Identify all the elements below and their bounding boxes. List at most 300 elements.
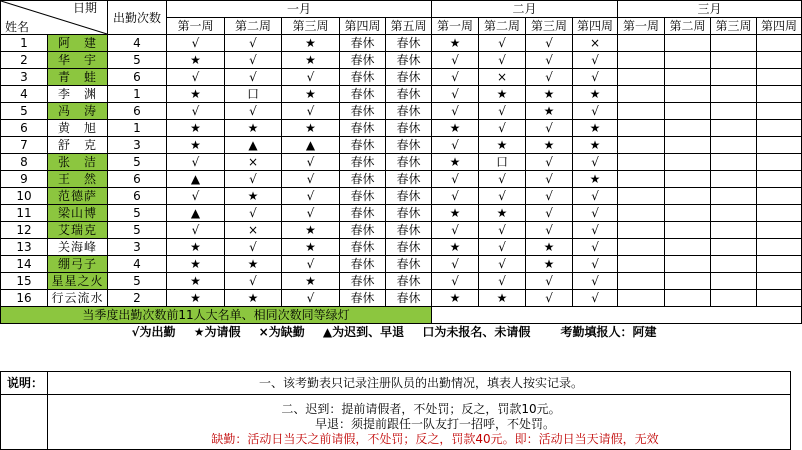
attendance-count: 5 bbox=[108, 273, 167, 290]
empty-cell bbox=[711, 154, 757, 171]
empty-cell bbox=[757, 290, 802, 307]
mark-star: ★ bbox=[432, 120, 479, 137]
attendance-count: 5 bbox=[108, 205, 167, 222]
mark-check: √ bbox=[282, 171, 340, 188]
mark-check: √ bbox=[573, 69, 618, 86]
row-number: 8 bbox=[1, 154, 48, 171]
spring-break: 春休 bbox=[340, 290, 386, 307]
spring-break: 春休 bbox=[386, 69, 432, 86]
mark-check: √ bbox=[432, 69, 479, 86]
month-jan-header: 一月 bbox=[167, 1, 432, 18]
attendance-count: 1 bbox=[108, 120, 167, 137]
empty-cell bbox=[711, 35, 757, 52]
attendance-count: 6 bbox=[108, 69, 167, 86]
member-name: 范德萨 bbox=[48, 188, 108, 205]
mark-star: ★ bbox=[479, 290, 526, 307]
legend-x: ×为缺勤 bbox=[258, 325, 305, 339]
table-row bbox=[1, 103, 802, 120]
mark-star: ★ bbox=[432, 205, 479, 222]
spring-break: 春休 bbox=[386, 103, 432, 120]
mark-check: √ bbox=[573, 154, 618, 171]
empty-cell bbox=[618, 52, 665, 69]
spring-break: 春休 bbox=[386, 222, 432, 239]
mark-check: √ bbox=[167, 154, 225, 171]
empty-cell bbox=[665, 137, 711, 154]
week-header: 第一周 bbox=[167, 18, 225, 35]
week-header: 第四周 bbox=[757, 18, 802, 35]
empty-cell bbox=[757, 239, 802, 256]
name-label: 姓名 bbox=[5, 20, 30, 34]
spring-break: 春休 bbox=[386, 205, 432, 222]
empty-cell bbox=[665, 120, 711, 137]
table-row bbox=[1, 171, 802, 188]
empty-cell bbox=[665, 86, 711, 103]
legend-row bbox=[1, 324, 802, 341]
mark-check: √ bbox=[526, 205, 573, 222]
empty-cell bbox=[665, 256, 711, 273]
attendance-count: 3 bbox=[108, 239, 167, 256]
legend-triangle: ▲为迟到、早退 bbox=[322, 325, 405, 339]
empty-cell bbox=[618, 222, 665, 239]
mark-check: √ bbox=[225, 103, 282, 120]
spring-break: 春休 bbox=[386, 256, 432, 273]
note-blank bbox=[432, 307, 802, 324]
attendance-count: 2 bbox=[108, 290, 167, 307]
empty-cell bbox=[665, 69, 711, 86]
empty-cell bbox=[618, 171, 665, 188]
empty-cell bbox=[618, 120, 665, 137]
empty-cell bbox=[757, 86, 802, 103]
row-number: 3 bbox=[1, 69, 48, 86]
mark-check: √ bbox=[225, 69, 282, 86]
legend-reporter: 考勤填报人：阿建 bbox=[560, 325, 657, 339]
mark-star: ★ bbox=[479, 86, 526, 103]
mark-check: √ bbox=[225, 273, 282, 290]
empty-cell bbox=[711, 120, 757, 137]
explain-line2: 二、迟到：提前请假者，不处罚；反之，罚款10元。 bbox=[281, 401, 561, 416]
attendance-count: 3 bbox=[108, 137, 167, 154]
spring-break: 春休 bbox=[386, 86, 432, 103]
table-row bbox=[1, 120, 802, 137]
mark-check: √ bbox=[432, 103, 479, 120]
member-name: 冯 涛 bbox=[48, 103, 108, 120]
mark-check: √ bbox=[526, 273, 573, 290]
mark-check: √ bbox=[432, 256, 479, 273]
attendance-count: 1 bbox=[108, 86, 167, 103]
spring-break: 春休 bbox=[386, 273, 432, 290]
mark-check: √ bbox=[526, 290, 573, 307]
row-number: 7 bbox=[1, 137, 48, 154]
legend-star: ★为请假 bbox=[193, 325, 241, 339]
attendance-rows bbox=[1, 35, 802, 307]
mark-check: √ bbox=[479, 273, 526, 290]
spring-break: 春休 bbox=[386, 290, 432, 307]
mark-check: √ bbox=[479, 188, 526, 205]
empty-cell bbox=[665, 290, 711, 307]
empty-cell bbox=[618, 154, 665, 171]
legend-square: 口为未报名、未请假 bbox=[422, 325, 531, 339]
mark-check: √ bbox=[282, 103, 340, 120]
mark-star: ★ bbox=[432, 154, 479, 171]
mark-check: √ bbox=[432, 273, 479, 290]
attendance-count: 5 bbox=[108, 52, 167, 69]
mark-star: ★ bbox=[167, 273, 225, 290]
explain-line4: 缺勤：活动日当天之前请假，不处罚；反之，罚款40元。即：活动日当天请假，无效 bbox=[211, 431, 659, 446]
table-row bbox=[1, 273, 802, 290]
mark-check: √ bbox=[479, 103, 526, 120]
mark-check: √ bbox=[573, 273, 618, 290]
spring-break: 春休 bbox=[340, 154, 386, 171]
spring-break: 春休 bbox=[340, 103, 386, 120]
table-row bbox=[1, 35, 802, 52]
empty-cell bbox=[665, 103, 711, 120]
header-row-months bbox=[1, 1, 802, 18]
mark-check: √ bbox=[479, 222, 526, 239]
legend bbox=[1, 324, 802, 341]
spring-break: 春休 bbox=[386, 188, 432, 205]
spring-break: 春休 bbox=[386, 52, 432, 69]
mark-check: √ bbox=[225, 171, 282, 188]
spring-break: 春休 bbox=[340, 52, 386, 69]
mark-star: ★ bbox=[167, 137, 225, 154]
mark-check: √ bbox=[167, 35, 225, 52]
mark-check: √ bbox=[432, 188, 479, 205]
mark-check: √ bbox=[479, 239, 526, 256]
mark-check: √ bbox=[282, 69, 340, 86]
table-row bbox=[1, 52, 802, 69]
row-number: 14 bbox=[1, 256, 48, 273]
mark-check: √ bbox=[282, 256, 340, 273]
attendance-count: 6 bbox=[108, 188, 167, 205]
mark-check: √ bbox=[167, 188, 225, 205]
spring-break: 春休 bbox=[386, 171, 432, 188]
spring-break: 春休 bbox=[340, 188, 386, 205]
top11-note: 当季度出勤次数前11人大名单、相同次数同等绿灯 bbox=[1, 307, 432, 324]
member-name: 绷弓子 bbox=[48, 256, 108, 273]
spring-break: 春休 bbox=[340, 137, 386, 154]
mark-star: ★ bbox=[526, 137, 573, 154]
mark-check: √ bbox=[479, 171, 526, 188]
table-row bbox=[1, 222, 802, 239]
mark-check: √ bbox=[167, 222, 225, 239]
mark-check: √ bbox=[526, 171, 573, 188]
empty-cell bbox=[618, 188, 665, 205]
empty-cell bbox=[618, 35, 665, 52]
mark-star: ★ bbox=[479, 205, 526, 222]
attendance-count: 6 bbox=[108, 171, 167, 188]
empty-cell bbox=[757, 137, 802, 154]
mark-triangle: ▲ bbox=[167, 205, 225, 222]
member-name: 李 渊 bbox=[48, 86, 108, 103]
member-name: 张 洁 bbox=[48, 154, 108, 171]
empty-cell bbox=[757, 35, 802, 52]
mark-star: ★ bbox=[225, 290, 282, 307]
mark-check: √ bbox=[526, 52, 573, 69]
row-number: 9 bbox=[1, 171, 48, 188]
mark-check: √ bbox=[526, 188, 573, 205]
table-row bbox=[1, 290, 802, 307]
row-number: 12 bbox=[1, 222, 48, 239]
row-number: 10 bbox=[1, 188, 48, 205]
row-number: 4 bbox=[1, 86, 48, 103]
attendance-count: 5 bbox=[108, 154, 167, 171]
mark-star: ★ bbox=[526, 86, 573, 103]
empty-cell bbox=[757, 171, 802, 188]
explanation-table bbox=[0, 371, 791, 450]
explain-label: 说明： bbox=[1, 372, 48, 395]
table-row bbox=[1, 239, 802, 256]
mark-check: √ bbox=[479, 35, 526, 52]
mark-triangle: ▲ bbox=[282, 137, 340, 154]
attendance-count: 4 bbox=[108, 256, 167, 273]
spring-break: 春休 bbox=[340, 171, 386, 188]
spring-break: 春休 bbox=[340, 256, 386, 273]
empty-cell bbox=[618, 290, 665, 307]
empty-cell bbox=[711, 256, 757, 273]
empty-cell bbox=[711, 273, 757, 290]
spring-break: 春休 bbox=[340, 86, 386, 103]
spring-break: 春休 bbox=[386, 239, 432, 256]
mark-check: √ bbox=[282, 154, 340, 171]
empty-cell bbox=[711, 103, 757, 120]
mark-check: √ bbox=[573, 205, 618, 222]
mark-star: ★ bbox=[282, 222, 340, 239]
mark-star: ★ bbox=[167, 239, 225, 256]
mark-check: √ bbox=[526, 35, 573, 52]
empty-cell bbox=[665, 205, 711, 222]
week-header: 第一周 bbox=[432, 18, 479, 35]
row-number: 11 bbox=[1, 205, 48, 222]
row-number: 15 bbox=[1, 273, 48, 290]
empty-cell bbox=[757, 205, 802, 222]
row-number: 6 bbox=[1, 120, 48, 137]
mark-star: ★ bbox=[526, 256, 573, 273]
empty-cell bbox=[711, 52, 757, 69]
legend-check: √为出勤 bbox=[131, 325, 176, 339]
week-header: 第五周 bbox=[386, 18, 432, 35]
empty-cell bbox=[757, 188, 802, 205]
empty-cell bbox=[711, 239, 757, 256]
empty-cell bbox=[618, 273, 665, 290]
empty-cell bbox=[665, 239, 711, 256]
mark-check: √ bbox=[225, 52, 282, 69]
mark-check: √ bbox=[573, 256, 618, 273]
empty-cell bbox=[665, 222, 711, 239]
mark-check: √ bbox=[432, 86, 479, 103]
member-name: 王 然 bbox=[48, 171, 108, 188]
empty-cell bbox=[711, 222, 757, 239]
spring-break: 春休 bbox=[386, 137, 432, 154]
spring-break: 春休 bbox=[340, 239, 386, 256]
mark-check: √ bbox=[479, 52, 526, 69]
table-row bbox=[1, 69, 802, 86]
mark-square: 口 bbox=[479, 154, 526, 171]
mark-star: ★ bbox=[432, 239, 479, 256]
header-diagonal-cell bbox=[1, 1, 108, 35]
week-header: 第二周 bbox=[225, 18, 282, 35]
mark-check: √ bbox=[432, 52, 479, 69]
mark-star: ★ bbox=[225, 120, 282, 137]
mark-star: ★ bbox=[479, 137, 526, 154]
mark-check: √ bbox=[526, 69, 573, 86]
spring-break: 春休 bbox=[386, 120, 432, 137]
mark-star: ★ bbox=[526, 103, 573, 120]
mark-triangle: ▲ bbox=[225, 137, 282, 154]
mark-star: ★ bbox=[225, 256, 282, 273]
mark-star: ★ bbox=[573, 171, 618, 188]
empty-cell bbox=[665, 35, 711, 52]
mark-check: √ bbox=[526, 120, 573, 137]
count-header: 出勤次数 bbox=[108, 1, 167, 35]
empty-cell bbox=[757, 103, 802, 120]
mark-star: ★ bbox=[432, 290, 479, 307]
empty-cell bbox=[665, 52, 711, 69]
member-name: 艾瑞克 bbox=[48, 222, 108, 239]
mark-check: √ bbox=[526, 222, 573, 239]
empty-cell bbox=[711, 290, 757, 307]
empty-cell bbox=[665, 273, 711, 290]
mark-square: 口 bbox=[225, 86, 282, 103]
explain-line1: 一、该考勤表只记录注册队员的出勤情况，填表人按实记录。 bbox=[48, 372, 791, 395]
mark-star: ★ bbox=[167, 290, 225, 307]
mark-triangle: ▲ bbox=[167, 171, 225, 188]
mark-star: ★ bbox=[526, 239, 573, 256]
member-name: 行云流水 bbox=[48, 290, 108, 307]
mark-x: × bbox=[225, 222, 282, 239]
row-number: 1 bbox=[1, 35, 48, 52]
empty-cell bbox=[665, 154, 711, 171]
empty-cell bbox=[711, 171, 757, 188]
mark-check: √ bbox=[479, 256, 526, 273]
mark-x: × bbox=[479, 69, 526, 86]
mark-check: √ bbox=[167, 103, 225, 120]
mark-check: √ bbox=[573, 290, 618, 307]
table-row bbox=[1, 188, 802, 205]
mark-check: √ bbox=[225, 35, 282, 52]
mark-star: ★ bbox=[573, 86, 618, 103]
table-row bbox=[1, 154, 802, 171]
mark-check: √ bbox=[282, 205, 340, 222]
empty-cell bbox=[618, 137, 665, 154]
mark-star: ★ bbox=[573, 120, 618, 137]
mark-check: √ bbox=[573, 188, 618, 205]
empty-cell bbox=[665, 188, 711, 205]
empty-cell bbox=[618, 205, 665, 222]
spring-break: 春休 bbox=[340, 205, 386, 222]
mark-check: √ bbox=[432, 222, 479, 239]
empty-cell bbox=[711, 69, 757, 86]
period-label: 日期 bbox=[72, 1, 97, 15]
mark-star: ★ bbox=[282, 86, 340, 103]
spring-break: 春休 bbox=[386, 35, 432, 52]
spring-break: 春休 bbox=[340, 120, 386, 137]
spring-break: 春休 bbox=[340, 222, 386, 239]
row-number: 5 bbox=[1, 103, 48, 120]
month-feb-header: 二月 bbox=[432, 1, 618, 18]
table-row bbox=[1, 86, 802, 103]
empty-cell bbox=[618, 86, 665, 103]
mark-x: × bbox=[573, 35, 618, 52]
empty-cell bbox=[711, 205, 757, 222]
member-name: 关海峰 bbox=[48, 239, 108, 256]
mark-check: √ bbox=[573, 239, 618, 256]
empty-cell bbox=[757, 120, 802, 137]
empty-cell bbox=[618, 256, 665, 273]
member-name: 星星之火 bbox=[48, 273, 108, 290]
empty-cell bbox=[711, 86, 757, 103]
mark-star: ★ bbox=[282, 120, 340, 137]
row-number: 16 bbox=[1, 290, 48, 307]
mark-check: √ bbox=[282, 188, 340, 205]
member-name: 黄 旭 bbox=[48, 120, 108, 137]
mark-check: √ bbox=[573, 103, 618, 120]
mark-star: ★ bbox=[573, 137, 618, 154]
mark-star: ★ bbox=[282, 35, 340, 52]
month-mar-header: 三月 bbox=[618, 1, 802, 18]
mark-check: √ bbox=[479, 120, 526, 137]
mark-check: √ bbox=[432, 171, 479, 188]
table-row bbox=[1, 137, 802, 154]
week-header: 第四周 bbox=[340, 18, 386, 35]
mark-check: √ bbox=[167, 69, 225, 86]
week-header: 第二周 bbox=[665, 18, 711, 35]
mark-star: ★ bbox=[167, 52, 225, 69]
empty-cell bbox=[757, 273, 802, 290]
empty-cell bbox=[757, 256, 802, 273]
row-number: 13 bbox=[1, 239, 48, 256]
week-header: 第三周 bbox=[282, 18, 340, 35]
mark-check: √ bbox=[526, 154, 573, 171]
member-name: 舒 克 bbox=[48, 137, 108, 154]
spring-break: 春休 bbox=[340, 35, 386, 52]
empty-cell bbox=[665, 171, 711, 188]
mark-star: ★ bbox=[167, 120, 225, 137]
empty-cell bbox=[757, 69, 802, 86]
mark-check: √ bbox=[225, 205, 282, 222]
empty-cell bbox=[711, 188, 757, 205]
empty-cell bbox=[757, 52, 802, 69]
explain-line3: 早退：须提前跟任一队友打一招呼，不处罚。 bbox=[314, 416, 555, 431]
spring-break: 春休 bbox=[340, 69, 386, 86]
week-header: 第三周 bbox=[526, 18, 573, 35]
mark-check: √ bbox=[282, 290, 340, 307]
mark-check: √ bbox=[432, 137, 479, 154]
explain-blank bbox=[1, 395, 48, 450]
empty-cell bbox=[757, 222, 802, 239]
week-header: 第二周 bbox=[479, 18, 526, 35]
spring-break: 春休 bbox=[340, 273, 386, 290]
spring-break: 春休 bbox=[386, 154, 432, 171]
member-name: 阿 建 bbox=[48, 35, 108, 52]
empty-cell bbox=[618, 103, 665, 120]
mark-check: √ bbox=[573, 52, 618, 69]
mark-star: ★ bbox=[282, 239, 340, 256]
mark-star: ★ bbox=[282, 273, 340, 290]
member-name: 梁山博 bbox=[48, 205, 108, 222]
week-header: 第三周 bbox=[711, 18, 757, 35]
attendance-count: 6 bbox=[108, 103, 167, 120]
table-row bbox=[1, 256, 802, 273]
explain-rules bbox=[48, 395, 791, 450]
empty-cell bbox=[711, 137, 757, 154]
mark-x: × bbox=[225, 154, 282, 171]
table-row bbox=[1, 205, 802, 222]
mark-star: ★ bbox=[432, 35, 479, 52]
mark-star: ★ bbox=[282, 52, 340, 69]
mark-check: √ bbox=[573, 222, 618, 239]
member-name: 华 宇 bbox=[48, 52, 108, 69]
week-header: 第四周 bbox=[573, 18, 618, 35]
